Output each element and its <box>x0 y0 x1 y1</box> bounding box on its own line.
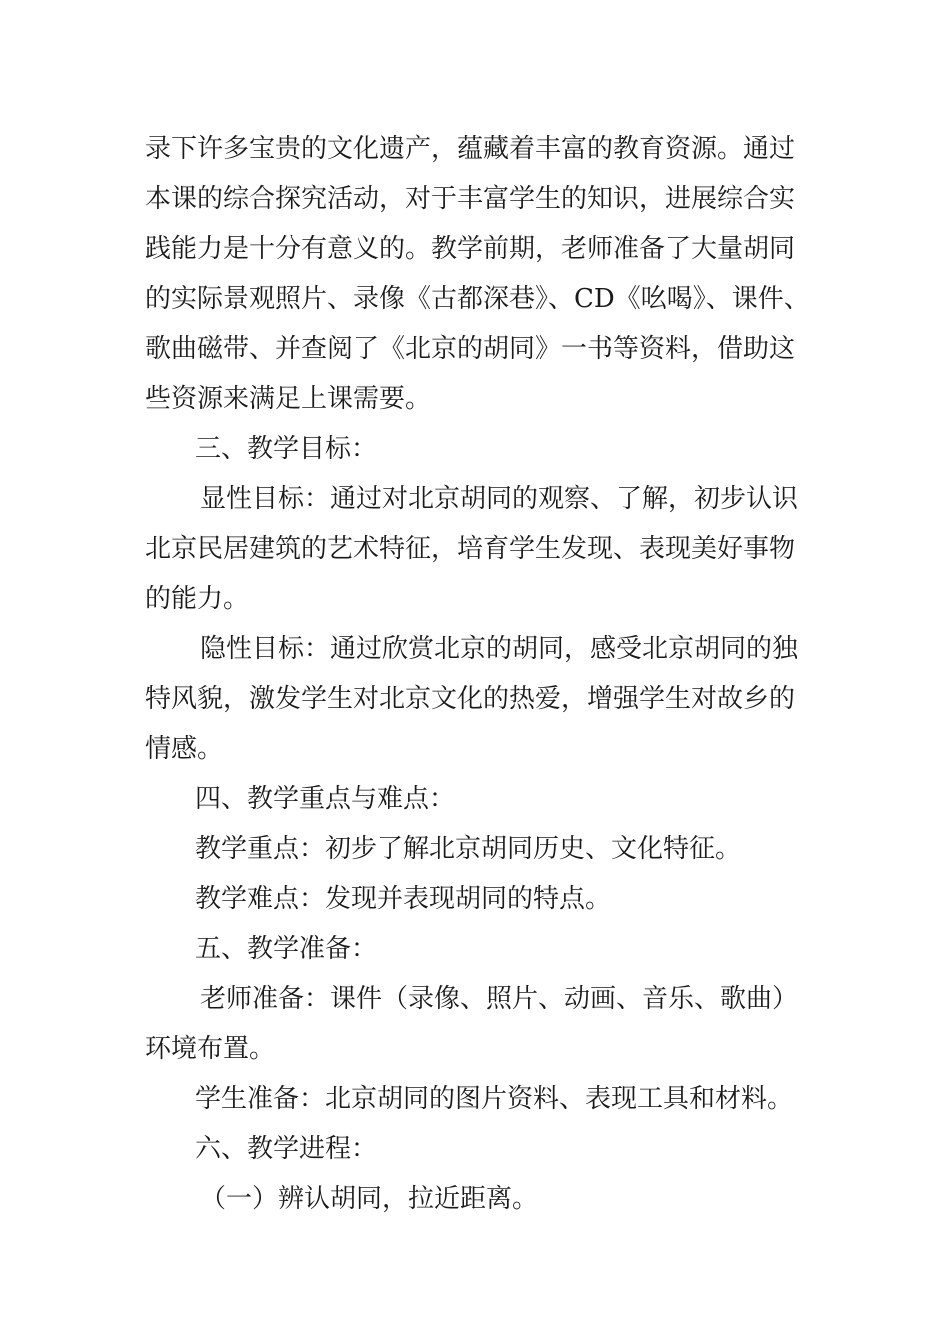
body-text-line: 些资源来满足上课需要。 <box>145 384 432 414</box>
body-text-line: 显性目标：通过对北京胡同的观察、了解，初步认识 <box>200 484 799 514</box>
body-text-line: 特风貌，激发学生对北京文化的热爱，增强学生对故乡的 <box>145 684 796 714</box>
body-text-line: 教学难点：发现并表现胡同的特点。 <box>195 884 612 914</box>
section-heading: 六、教学进程： <box>195 1134 378 1164</box>
body-text-line: 教学重点：初步了解北京胡同历史、文化特征。 <box>195 834 742 864</box>
body-text-line: 本课的综合探究活动，对于丰富学生的知识，进展综合实 <box>145 184 796 214</box>
section-heading: 四、教学重点与难点： <box>195 784 456 814</box>
body-text-line: 学生准备：北京胡同的图片资料、表现工具和材料。 <box>195 1084 794 1114</box>
body-text-line: 录下许多宝贵的文化遗产，蕴藏着丰富的教育资源。通过 <box>145 134 796 164</box>
body-text-line: 情感。 <box>145 734 224 764</box>
body-text-line: 歌曲磁带、并查阅了《北京的胡同》一书等资料，借助这 <box>145 334 796 364</box>
body-text-line: 的能力。 <box>145 584 250 614</box>
body-text-line: 的实际景观照片、录像《古都深巷》、CD《吆喝》、课件、 <box>145 284 810 314</box>
section-heading: 三、教学目标： <box>195 434 378 464</box>
body-text-line: 北京民居建筑的艺术特征，培育学生发现、表现美好事物 <box>145 534 796 564</box>
section-heading: 五、教学准备： <box>195 934 378 964</box>
body-text-line: 环境布置。 <box>145 1034 276 1064</box>
body-text-line: 老师准备：课件（录像、照片、动画、音乐、歌曲） <box>200 984 799 1014</box>
body-text-line: 隐性目标：通过欣赏北京的胡同，感受北京胡同的独 <box>200 634 799 664</box>
body-text-line: 践能力是十分有意义的。教学前期，老师准备了大量胡同 <box>145 234 796 264</box>
subsection-heading: （一）辨认胡同，拉近距离。 <box>200 1184 539 1214</box>
